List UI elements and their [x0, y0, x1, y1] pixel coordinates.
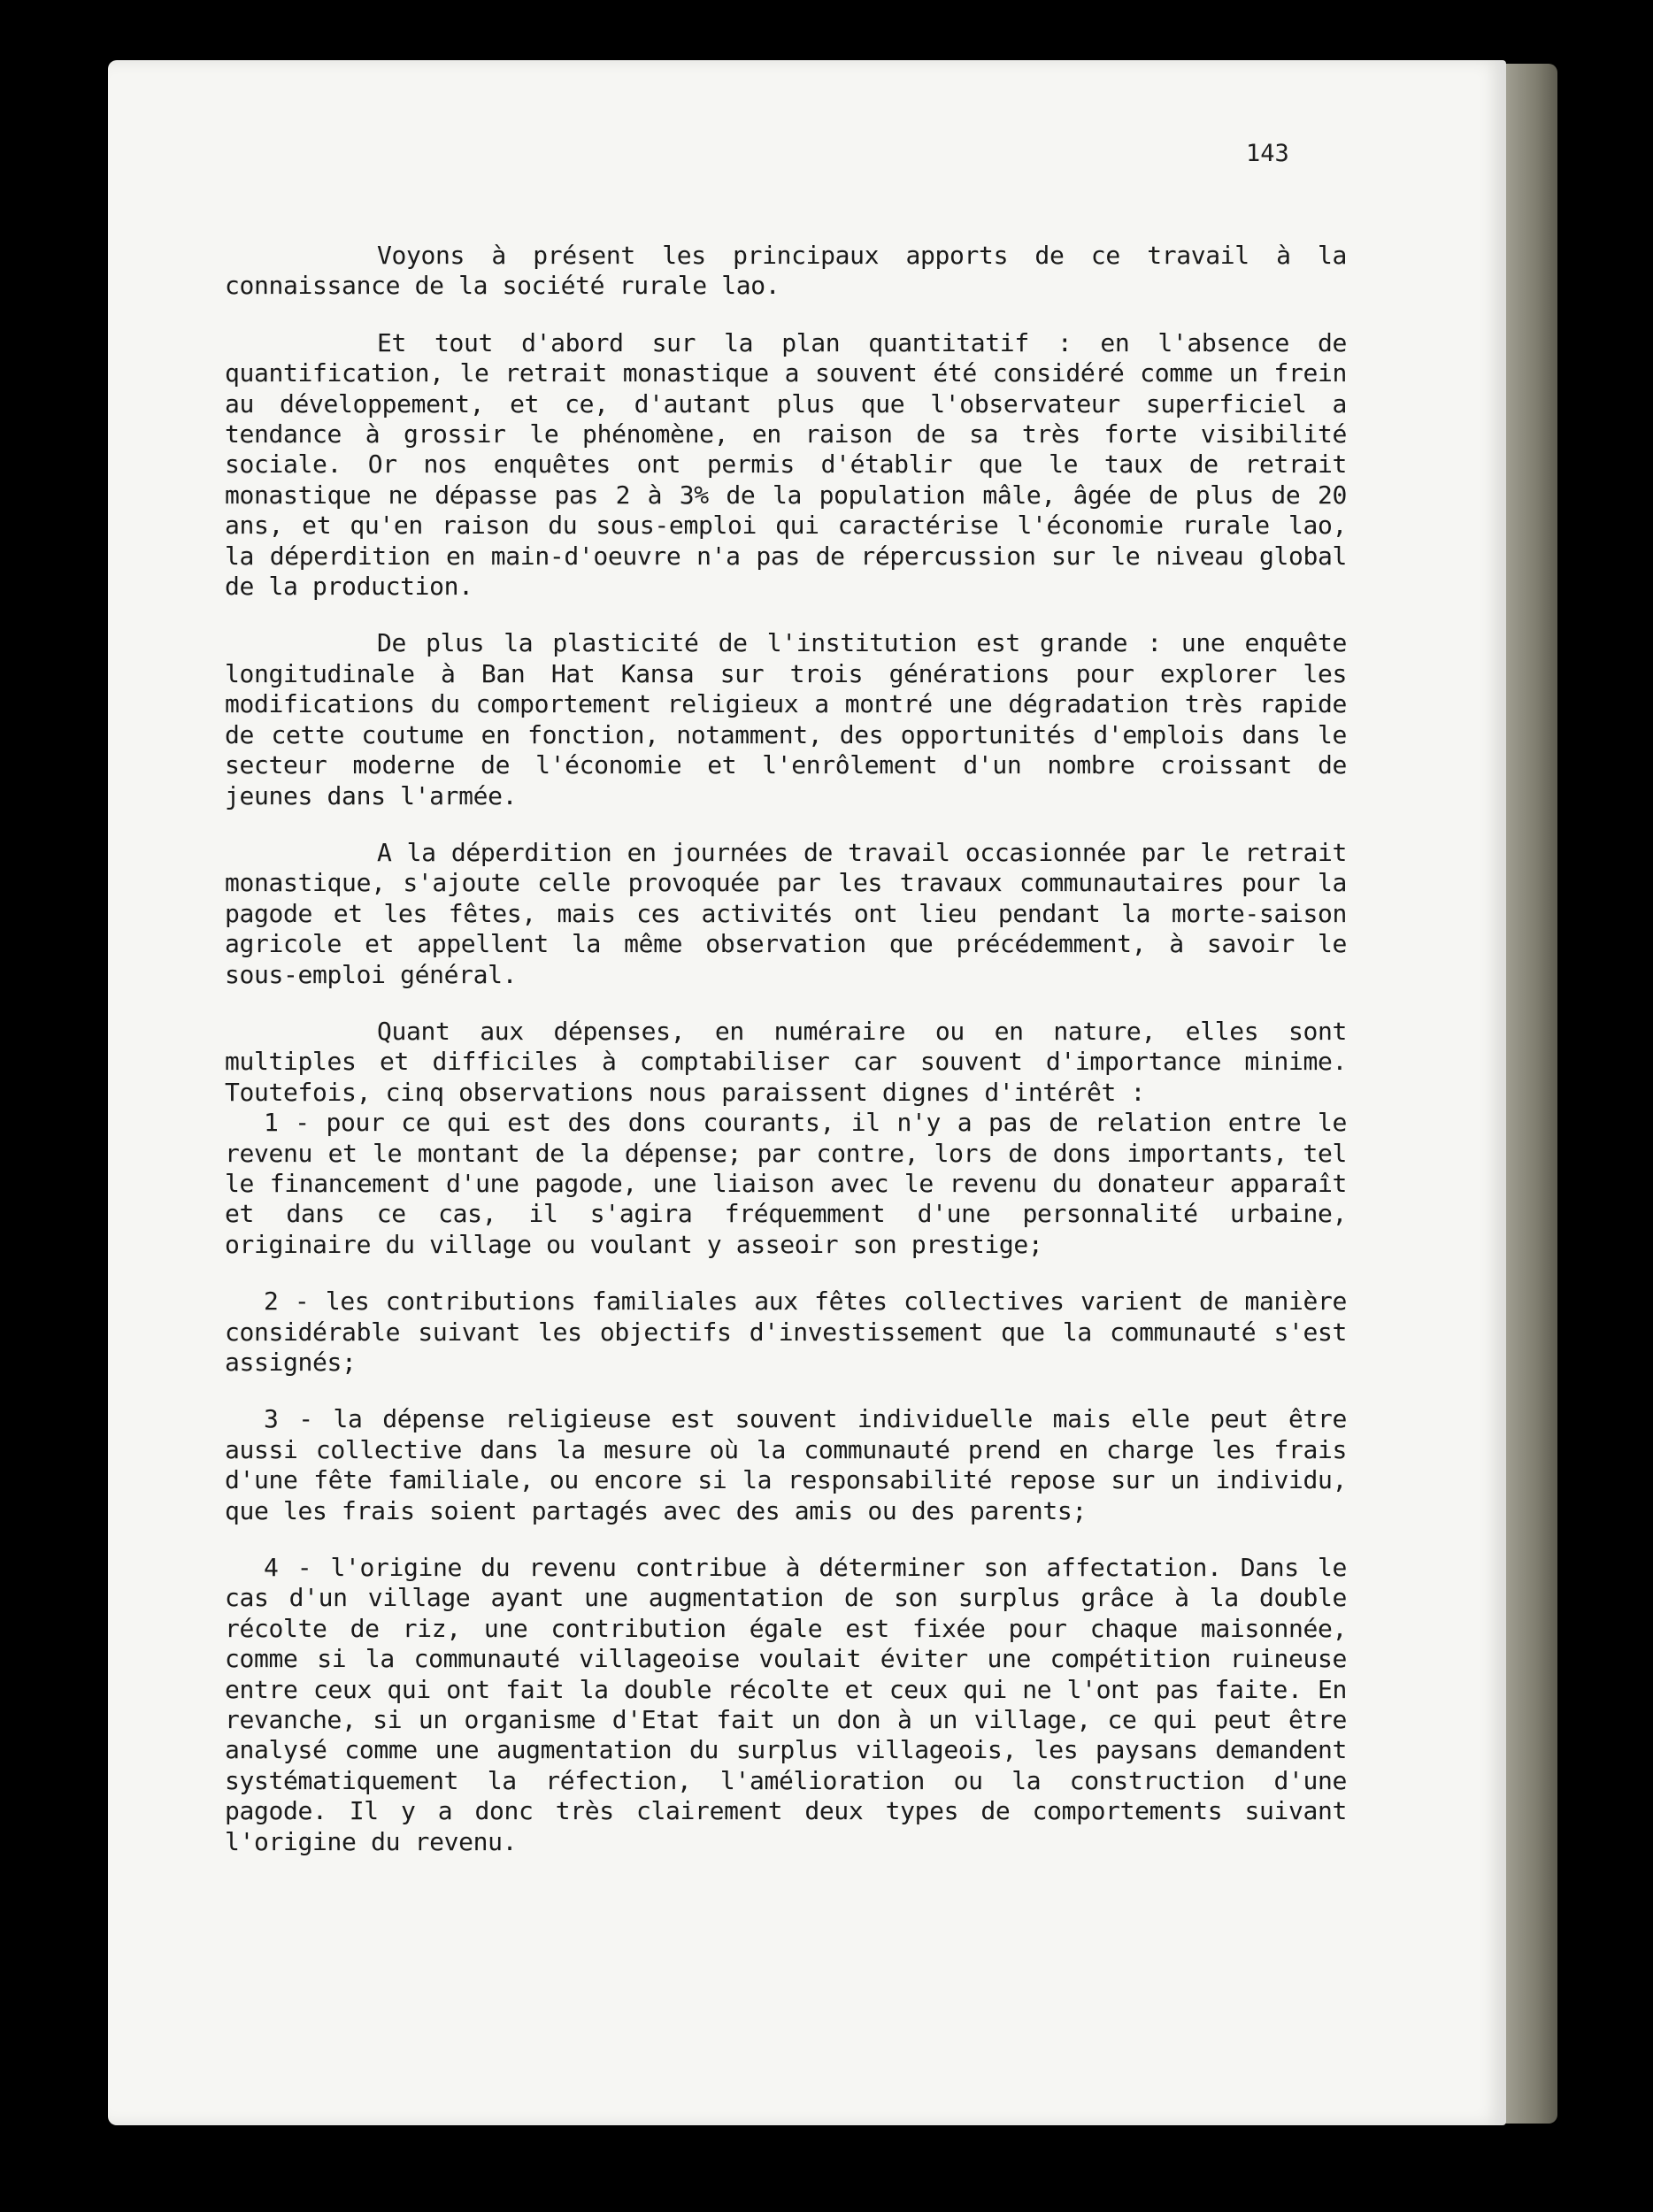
paragraph-intro: Voyons à présent les principaux apports de ce travail à la connaissance de la société rurale lao.	[225, 241, 1347, 301]
paragraph-quantitative: Et tout d'abord sur la plan quantitatif : en l'absence de quantification, le retrait monastique a souvent été considéré comme un frein au développement, et ce, d'autant plus que l'observateur superficiel a tendance à grossir le phénomène, en raison de sa très forte visibilité sociale. Or nos enquêtes ont permis d'établir que le taux de retrait monastique ne dépasse pas 2 à 3% de la population mâle, âgée de plus de 20 ans, et qu'en raison du sous-emploi qui caractérise l'économie rurale lao, la déperdition en main-d'oeuvre n'a pas de répercussion sur le niveau global de la production.	[225, 327, 1347, 602]
paragraph-work-days: A la déperdition en journées de travail occasionnée par le retrait monastique, s'ajoute celle provoquée par les travaux communautaires pour la pagode et les fêtes, mais ces activités ont lieu pendant la morte-saison agricole et appellent la même observation que précédemment, à savoir le sous-emploi général.	[225, 837, 1347, 989]
paragraph-expenses: Quant aux dépenses, en numéraire ou en nature, elles sont multiples et difficiles à comptabiliser car souvent d'importance minime. Toutefois, cinq observations nous paraissent dignes d'intérêt :	[225, 1016, 1347, 1107]
page-number: 143	[1246, 140, 1289, 167]
list-item-3: 3 - la dépense religieuse est souvent individuelle mais elle peut être aussi collective dans la mesure où la communauté prend en charge les frais d'une fête familiale, ou encore si la responsabilité repose sur un individu, que les frais soient partagés avec des amis ou des parents;	[225, 1404, 1347, 1525]
list-item-1: 1 - pour ce qui est des dons courants, il n'y a pas de relation entre le revenu et le montant de la dépense; par contre, lors de dons importants, tel le financement d'une pagode, une liaison avec le revenu du donateur apparaît et dans ce cas, il s'agira fréquemment d'une personnalité urbaine, originaire du village ou voulant y asseoir son prestige;	[225, 1108, 1347, 1259]
list-item-4: 4 - l'origine du revenu contribue à déterminer son affectation. Dans le cas d'un village ayant une augmentation de son surplus grâce à la double récolte de riz, une contribution égale est fixée pour chaque maisonnée, comme si la communauté villageoise voulait éviter une compétition ruineuse entre ceux qui ont fait la double récolte et ceux qui ne l'ont pas faite. En revanche, si un organisme d'Etat fait un don à un village, ce qui peut être analysé comme une augmentation du surplus villageois, les paysans demandent systématiquement la réfection, l'amélioration ou la construction d'une pagode. Il y a donc très clairement deux types de comportements suivant l'origine du revenu.	[225, 1553, 1347, 1856]
body-text	[225, 241, 1347, 1857]
list-item-2: 2 - les contributions familiales aux fêtes collectives varient de manière considérable suivant les objectifs d'investissement que la communauté s'est assignés;	[225, 1286, 1347, 1377]
paragraph-plasticity: De plus la plasticité de l'institution est grande : une enquête longitudinale à Ban Hat Kansa sur trois générations pour explorer les modifications du comportement religieux a montré une dégradation très rapide de cette coutume en fonction, notamment, des opportunités d'emplois dans le secteur moderne de l'économie et l'enrôlement d'un nombre croissant de jeunes dans l'armée.	[225, 628, 1347, 810]
